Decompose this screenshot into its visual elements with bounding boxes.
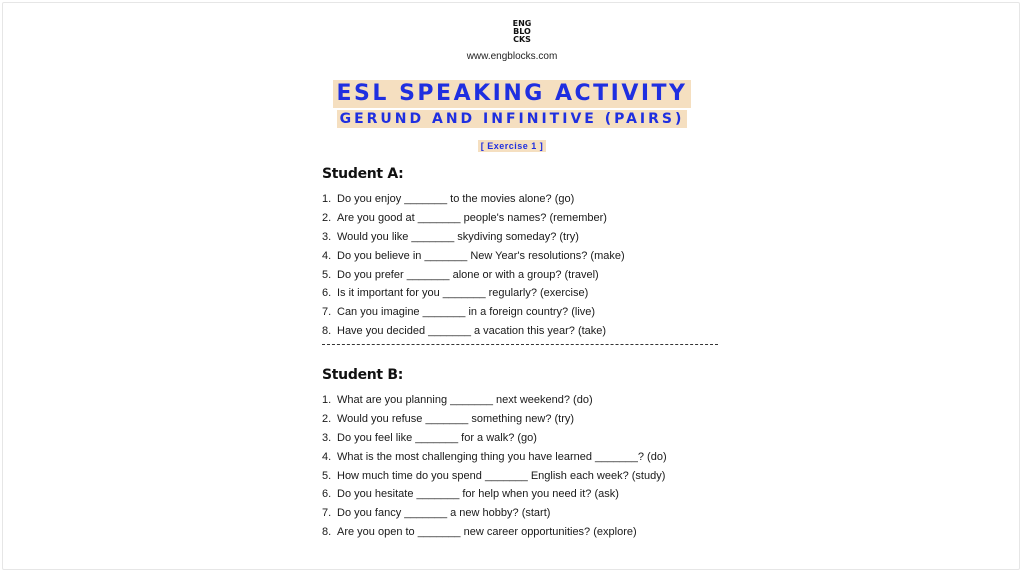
item-number: 6. [322, 488, 332, 501]
list-item [322, 209, 625, 228]
list-item [322, 504, 667, 523]
item-text: What are you planning _______ next weekend? (do) [337, 394, 593, 406]
list-item [322, 228, 625, 247]
item-text: Have you decided _______ a vacation this year? (take) [337, 325, 607, 338]
student-b-list [322, 391, 667, 542]
item-text: Do you hesitate _______ for help when you need it? (ask) [337, 488, 619, 501]
section-divider [322, 344, 718, 345]
item-number: 1. [322, 394, 332, 406]
item-number: 5. [322, 268, 332, 281]
item-number: 5. [322, 469, 332, 482]
item-number: 8. [322, 325, 332, 338]
item-number: 4. [322, 450, 332, 463]
item-text: Do you feel like _______ for a walk? (go) [337, 431, 537, 444]
item-text: How much time do you spend _______ English each week? (study) [337, 469, 666, 482]
item-number: 4. [322, 249, 332, 262]
student-a-section [322, 166, 625, 341]
list-item [322, 322, 625, 341]
list-item [322, 391, 667, 410]
item-text: Do you believe in _______ New Year's resolutions? (make) [337, 249, 625, 262]
item-number: 8. [322, 526, 332, 539]
student-b-section [322, 367, 667, 542]
item-number: 2. [322, 211, 332, 224]
list-item [322, 485, 667, 504]
site-url: www.engblocks.com [466, 51, 558, 62]
item-text: Are you open to _______ new career opportunities? (explore) [337, 526, 637, 539]
engblocks-logo [510, 20, 534, 44]
list-item [322, 410, 667, 429]
item-number: 2. [322, 412, 332, 425]
exercise-label: [ Exercise 1 ] [478, 140, 547, 152]
item-number: 6. [322, 287, 332, 300]
item-text: Do you prefer _______ alone or with a group? (travel) [337, 268, 599, 281]
list-item [322, 247, 625, 266]
list-item [322, 284, 625, 303]
list-item [322, 266, 625, 285]
logo-line: CKS [513, 35, 531, 44]
list-item [322, 448, 667, 467]
list-item [322, 523, 667, 542]
subtitle-row [0, 110, 1024, 128]
item-number: 3. [322, 431, 332, 444]
item-number: 7. [322, 306, 332, 319]
logo-line: ENG [512, 19, 532, 28]
student-a-list [322, 190, 625, 341]
list-item [322, 303, 625, 322]
exercise-row [0, 136, 1024, 154]
item-text: Is it important for you _______ regularly? (exercise) [337, 287, 589, 300]
item-number: 1. [322, 193, 332, 205]
list-item [322, 429, 667, 448]
item-text: Are you good at _______ people's names? (remember) [337, 211, 607, 224]
item-number: 7. [322, 507, 332, 520]
item-text: What is the most challenging thing you have learned _______? (do) [337, 450, 667, 463]
item-text: Do you fancy _______ a new hobby? (start) [337, 507, 551, 520]
list-item [322, 190, 625, 209]
item-text: Do you enjoy _______ to the movies alone? (go) [337, 193, 575, 205]
item-text: Can you imagine _______ in a foreign country? (live) [337, 306, 596, 319]
item-number: 3. [322, 230, 332, 243]
student-a-heading: Student A: [322, 166, 404, 182]
list-item [322, 467, 667, 486]
title-row [0, 80, 1024, 108]
logo-line: BLO [513, 27, 531, 36]
page-title: ESL SPEAKING ACTIVITY [333, 80, 692, 108]
student-b-heading: Student B: [322, 367, 404, 383]
item-text: Would you refuse _______ something new? (try) [337, 412, 575, 425]
item-text: Would you like _______ skydiving someday? (try) [337, 230, 579, 243]
page-subtitle: GERUND AND INFINITIVE (PAIRS) [337, 110, 688, 128]
